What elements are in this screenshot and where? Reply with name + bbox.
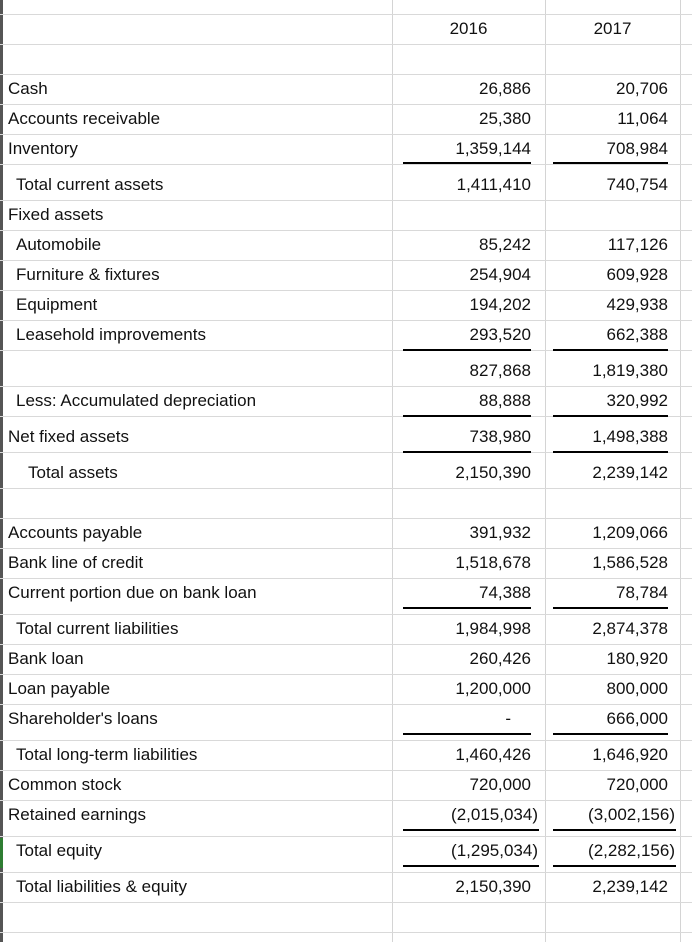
value-2017: 320,992 (606, 391, 668, 410)
underline (553, 162, 668, 164)
underline (403, 451, 531, 453)
row-label: Total current assets (16, 175, 164, 194)
value-2016: 1,460,426 (455, 745, 531, 764)
underline (553, 829, 676, 831)
value-2016: 26,886 (479, 79, 531, 98)
row-label: Accounts receivable (8, 109, 161, 128)
value-2017: 1,498,388 (592, 427, 668, 446)
row-accounts-receivable[interactable] (0, 104, 692, 134)
value-2017: 78,784 (616, 583, 668, 602)
row-common-stock[interactable] (0, 770, 692, 800)
value-2016: 1,359,144 (455, 139, 531, 158)
value-2017: 662,388 (606, 325, 668, 344)
gridline (0, 164, 692, 165)
row-label: Total long-term liabilities (16, 745, 198, 764)
value-2016: 260,426 (469, 649, 531, 668)
value-2017: 740,754 (606, 175, 668, 194)
underline (403, 829, 539, 831)
value-2016: 1,518,678 (455, 553, 531, 572)
row-label: Loan payable (8, 679, 111, 698)
value-2016: 194,202 (469, 295, 531, 314)
value-2016: 827,868 (469, 361, 531, 380)
value-2016: 293,520 (469, 325, 531, 344)
row-shareholders-loans[interactable] (0, 704, 692, 734)
row-automobile[interactable] (0, 230, 692, 260)
row-fixed-assets[interactable] (0, 200, 692, 230)
row-total-long-term-liabilities[interactable] (0, 740, 692, 770)
value-2017: 1,209,066 (592, 523, 668, 542)
row-leasehold[interactable] (0, 320, 692, 350)
underline (403, 162, 531, 164)
row-loan-payable[interactable] (0, 674, 692, 704)
row-current-portion[interactable] (0, 578, 692, 608)
underline (553, 349, 668, 351)
row-label: Inventory (8, 139, 78, 158)
row-label: Furniture & fixtures (16, 265, 160, 284)
row-net-fixed-assets[interactable] (0, 422, 692, 452)
underline (553, 865, 676, 867)
row-total-liabilities-equity[interactable] (0, 872, 692, 902)
value-2016: 738,980 (469, 427, 531, 446)
row-label: Retained earnings (8, 805, 146, 824)
row-label: Bank line of credit (8, 553, 144, 572)
row-total-current-liabilities[interactable] (0, 614, 692, 644)
value-2016: - (505, 709, 511, 728)
row-accounts-payable[interactable] (0, 518, 692, 548)
row-label: Cash (8, 79, 48, 98)
row-label: Total assets (28, 463, 118, 482)
row-total-current-assets[interactable] (0, 170, 692, 200)
row-total-equity[interactable] (0, 836, 692, 866)
value-2016: (2,015,034) (451, 805, 538, 824)
underline (403, 607, 531, 609)
value-2017: 11,064 (617, 109, 668, 128)
row-label: Equipment (16, 295, 98, 314)
value-2016: 254,904 (469, 265, 531, 284)
row-label: Common stock (8, 775, 122, 794)
value-2016: 88,888 (479, 391, 531, 410)
gridline (0, 488, 692, 489)
row-inventory[interactable] (0, 134, 692, 164)
value-2017: 429,938 (606, 295, 668, 314)
underline (553, 415, 668, 417)
value-2017: 1,586,528 (592, 553, 668, 572)
row-retained-earnings[interactable] (0, 800, 692, 830)
value-2017: 117,126 (607, 235, 668, 254)
value-2017: (2,282,156) (588, 841, 675, 860)
row-furniture[interactable] (0, 260, 692, 290)
value-2016: 1,411,410 (456, 175, 531, 194)
value-2016: 85,242 (479, 235, 531, 254)
row-label: Total liabilities & equity (16, 877, 188, 896)
row-label: Net fixed assets (8, 427, 129, 446)
row-accumulated-depreciation[interactable] (0, 386, 692, 416)
row-label: Less: Accumulated depreciation (16, 391, 257, 410)
underline (403, 349, 531, 351)
row-label: Accounts payable (8, 523, 143, 542)
value-2016: 720,000 (469, 775, 531, 794)
value-2017: 609,928 (606, 265, 668, 284)
row-label: Total equity (16, 841, 102, 860)
row-label: Bank loan (8, 649, 84, 668)
column-header-2017[interactable]: 2017 (593, 19, 632, 38)
value-2017: 720,000 (606, 775, 668, 794)
value-2017: 1,819,380 (592, 361, 668, 380)
row-bank-line-of-credit[interactable] (0, 548, 692, 578)
row-label: Current portion due on bank loan (8, 583, 257, 602)
value-2017: (3,002,156) (588, 805, 675, 824)
underline (403, 733, 531, 735)
row-label: Leasehold improvements (16, 325, 206, 344)
row-cash[interactable] (0, 74, 692, 104)
underline (553, 733, 668, 735)
underline (403, 415, 531, 417)
row-label: Automobile (16, 235, 102, 254)
value-2017: 666,000 (606, 709, 668, 728)
value-2017: 2,239,142 (592, 877, 668, 896)
gridline (0, 44, 692, 45)
value-2016: 2,150,390 (455, 463, 531, 482)
gridline (0, 902, 692, 903)
value-2016: 391,932 (469, 523, 531, 542)
row-fixed-subtotal[interactable] (0, 356, 692, 386)
gridline (0, 932, 692, 933)
value-2017: 2,239,142 (592, 463, 668, 482)
value-2016: 74,388 (479, 583, 531, 602)
row-label: Fixed assets (8, 205, 104, 224)
value-2017: 2,874,378 (592, 619, 668, 638)
row-bank-loan[interactable] (0, 644, 692, 674)
value-2017: 800,000 (606, 679, 668, 698)
value-2016: 1,200,000 (455, 679, 531, 698)
value-2017: 708,984 (606, 139, 668, 158)
value-2016: (1,295,034) (451, 841, 538, 860)
row-label: Total current liabilities (16, 619, 179, 638)
underline (553, 607, 668, 609)
value-2016: 2,150,390 (455, 877, 531, 896)
row-label: Shareholder's loans (8, 709, 158, 728)
value-2017: 20,706 (616, 79, 668, 98)
underline (403, 865, 539, 867)
value-2017: 180,920 (606, 649, 668, 668)
underline (553, 451, 668, 453)
row-equipment[interactable] (0, 290, 692, 320)
value-2016: 1,984,998 (455, 619, 531, 638)
column-header-2016[interactable]: 2016 (449, 19, 488, 38)
row-total-assets[interactable] (0, 458, 692, 488)
value-2017: 1,646,920 (592, 745, 668, 764)
value-2016: 25,380 (479, 109, 531, 128)
